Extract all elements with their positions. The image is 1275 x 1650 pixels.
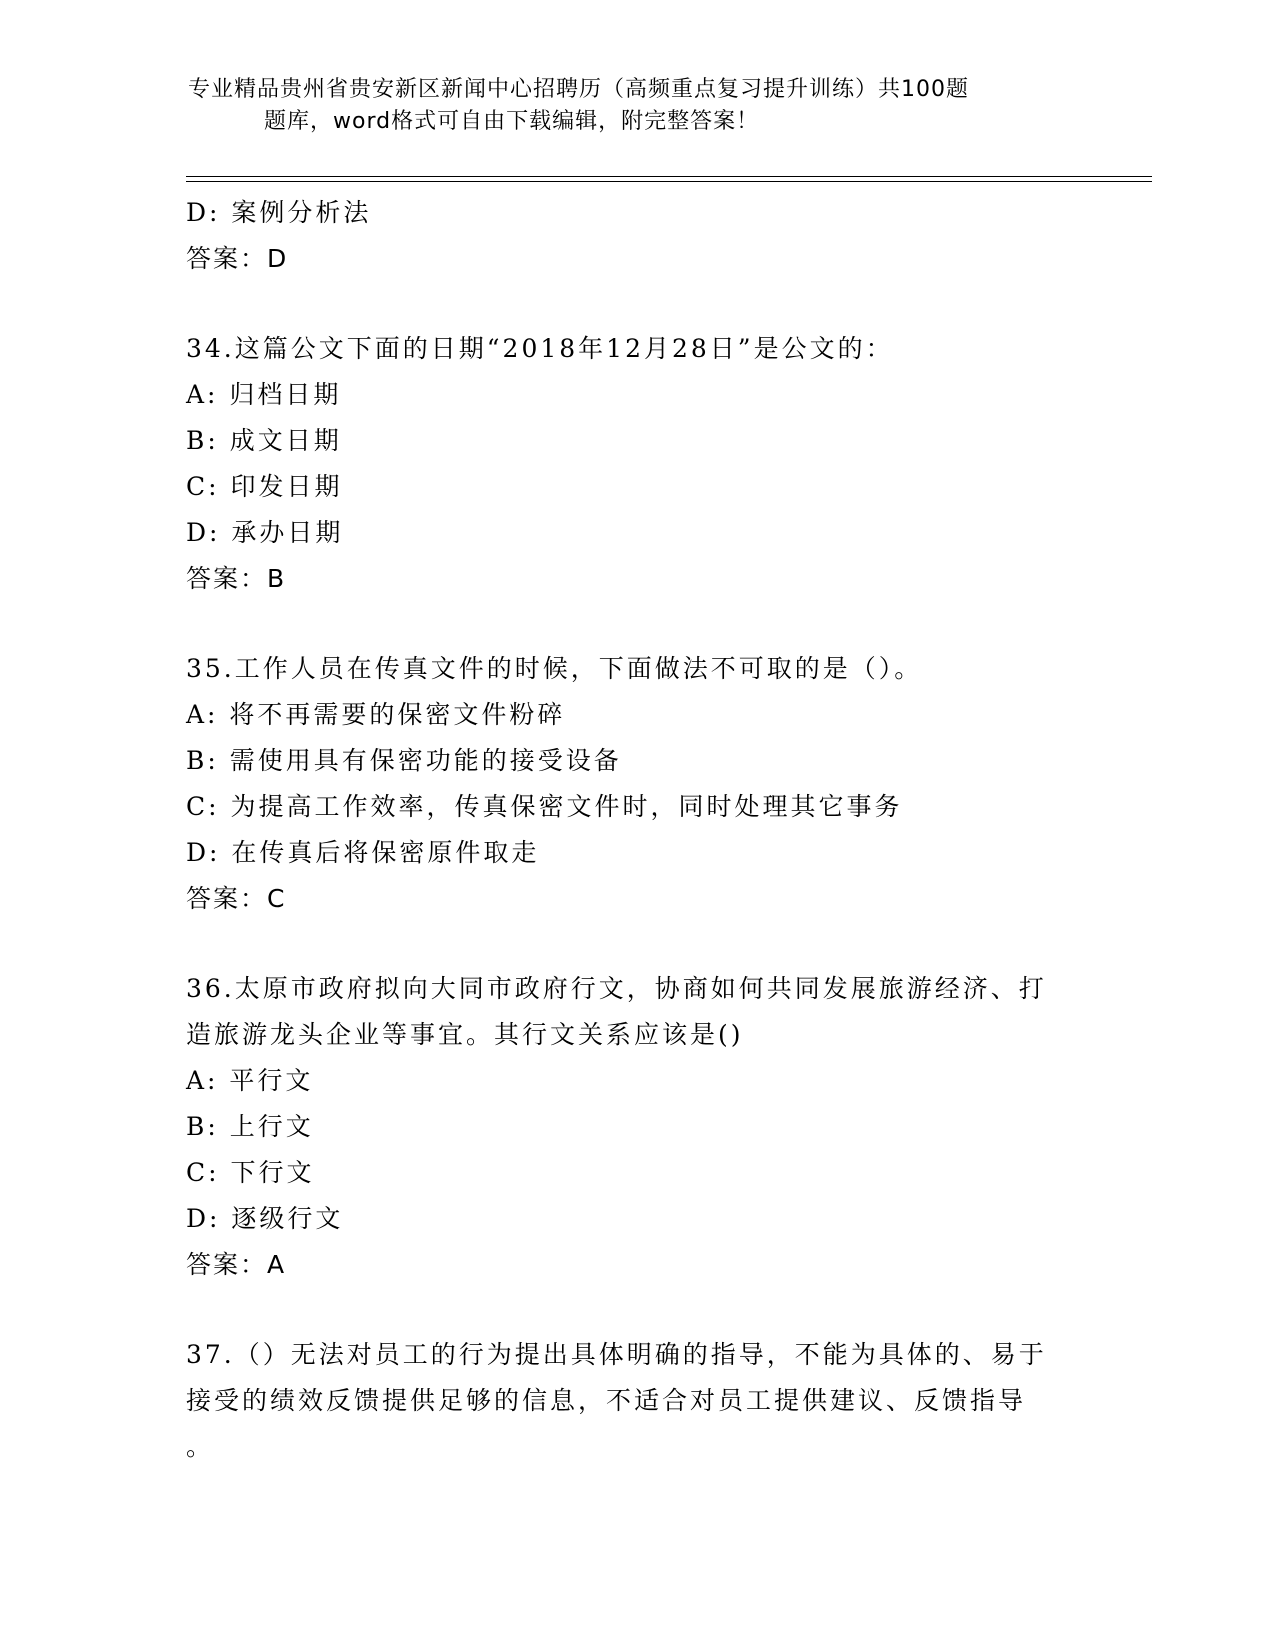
question-37 [186,1332,1086,1470]
question-34 [186,326,1086,602]
option-a: A: 归档日期 [186,380,342,409]
option-c: C: 为提高工作效率，传真保密文件时，同时处理其它事务 [186,792,903,821]
answer-text: 答案：A [186,1250,287,1279]
spacer [186,922,1086,966]
option-d: D: 案例分析法 [186,198,372,227]
question-stem: 34.这篇公文下面的日期“2018年12月28日”是公文的： [186,334,894,363]
answer-text: 答案：D [186,244,289,273]
option-c: C: 印发日期 [186,472,343,501]
question-stem-line-3: 。 [186,1432,215,1461]
option-c: C: 下行文 [186,1158,315,1187]
header-title-line-2: 题库，word格式可自由下载编辑，附完整答案！ [264,109,760,134]
option-b: B: 上行文 [186,1112,314,1141]
question-stem-line-1: 36.太原市政府拟向大同市政府行文，协商如何共同发展旅游经济、打 [186,974,1047,1003]
document-header [188,74,1088,138]
header-title-line-1: 专业精品贵州省贵安新区新闻中心招聘历（高频重点复习提升训练）共100题 [188,77,969,102]
spacer [186,282,1086,326]
question-36 [186,966,1086,1288]
question-stem-line-1: 37.（）无法对员工的行为提出具体明确的指导，不能为具体的、易于 [186,1340,1047,1369]
question-stem-line-2: 接受的绩效反馈提供足够的信息，不适合对员工提供建议、反馈指导 [186,1386,1027,1415]
option-a: A: 平行文 [186,1066,314,1095]
option-d: D: 逐级行文 [186,1204,344,1233]
question-list [186,190,1086,1470]
question-stem-line-2: 造旅游龙头企业等事宜。其行文关系应该是() [186,1020,744,1049]
option-a: A: 将不再需要的保密文件粉碎 [186,700,566,729]
question-35 [186,646,1086,922]
option-d: D: 承办日期 [186,518,344,547]
option-b: B: 需使用具有保密功能的接受设备 [186,746,622,775]
header-divider-top [186,176,1152,177]
option-b: B: 成文日期 [186,426,342,455]
question-stem: 35.工作人员在传真文件的时候，下面做法不可取的是（）。 [186,654,923,683]
option-d: D: 在传真后将保密原件取走 [186,838,540,867]
header-divider-bottom [186,181,1152,182]
spacer [186,602,1086,646]
question-33-tail [186,190,1086,282]
answer-text: 答案：C [186,884,287,913]
spacer [186,1288,1086,1332]
answer-text: 答案：B [186,564,287,593]
